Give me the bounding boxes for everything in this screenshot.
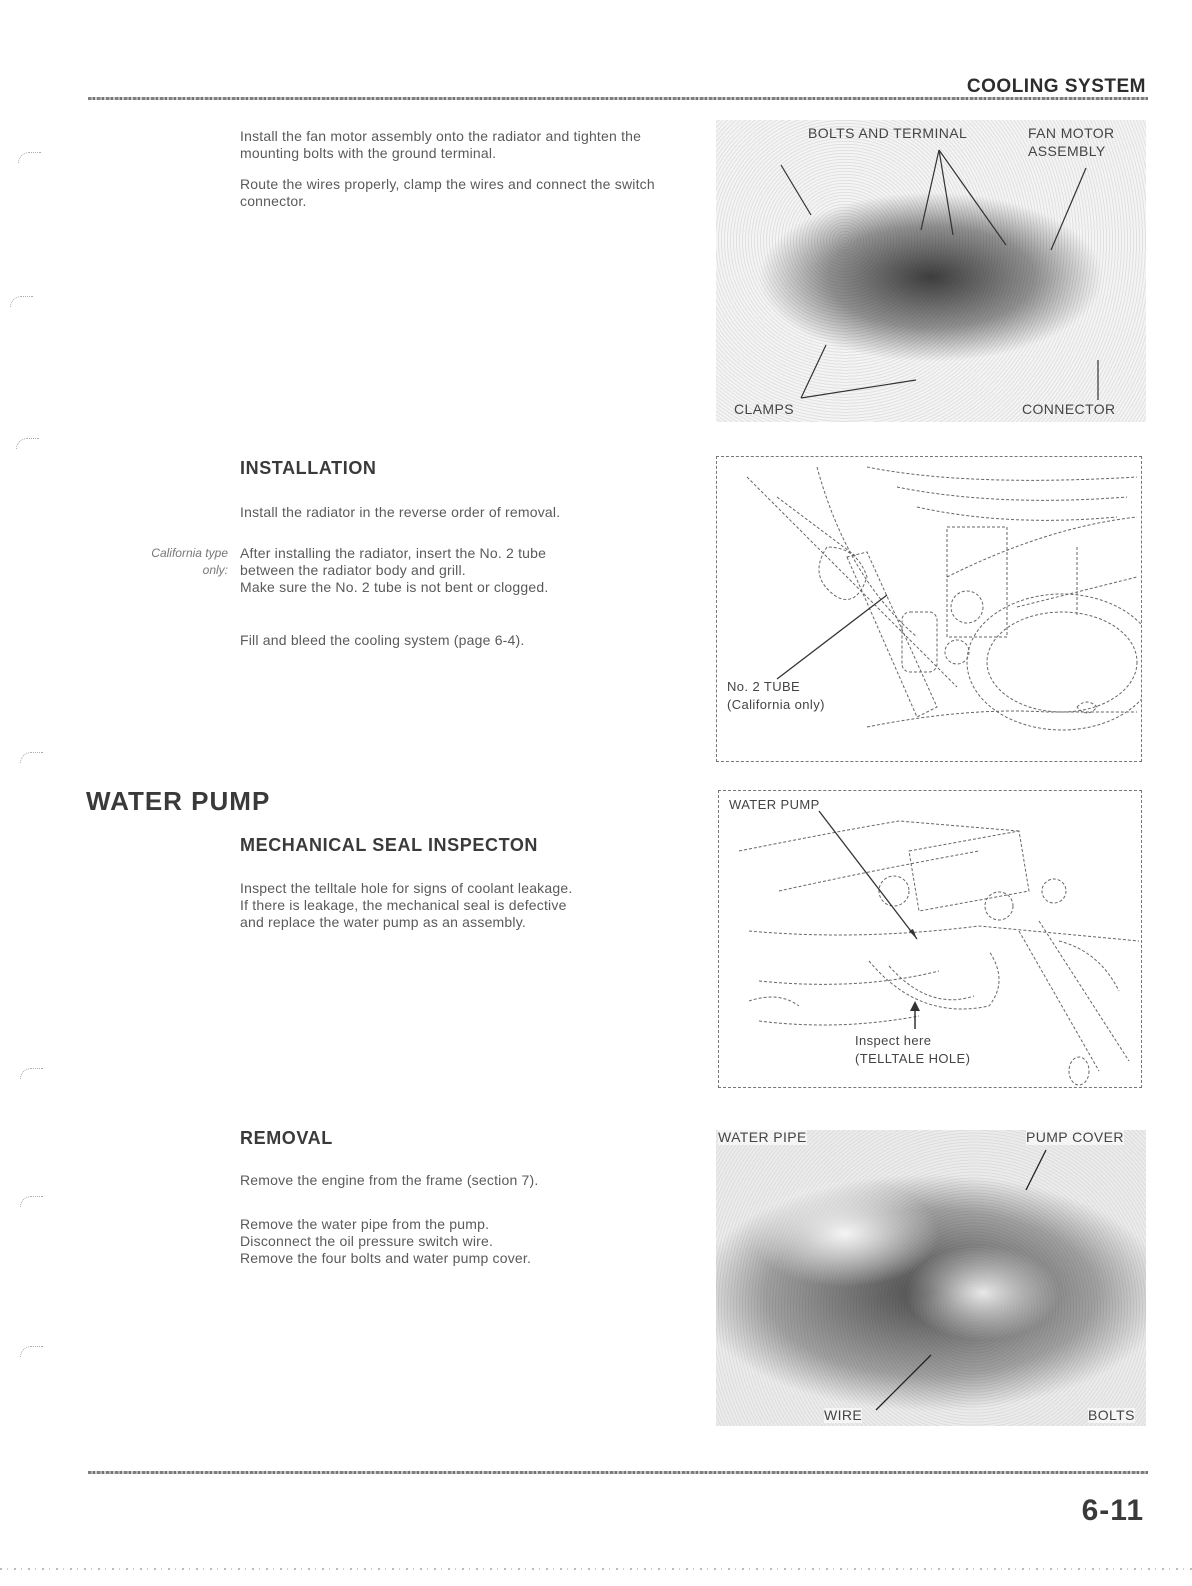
fan-motor-photo: [716, 120, 1146, 422]
footer-rule: [88, 1471, 1148, 1474]
label-clamps: CLAMPS: [734, 401, 794, 417]
seal-line-2: If there is leakage, the mechanical seal is defective: [240, 897, 567, 913]
margin-mark: [16, 438, 39, 449]
water-pump-removal-photo: [716, 1130, 1146, 1426]
label-water-pump: WATER PUMP: [729, 797, 820, 812]
seal-line-3: and replace the water pump as an assembly.: [240, 914, 526, 930]
removal-line-3: Remove the four bolts and water pump cover.: [240, 1250, 532, 1266]
california-instructions: [240, 545, 700, 596]
installation-step-1: Install the radiator in the reverse order of removal.: [240, 504, 561, 520]
page-number: 6-11: [1081, 1494, 1144, 1527]
no2-tube-drawing: [717, 457, 1142, 762]
label-bolts: BOLTS: [1088, 1407, 1135, 1423]
margin-mark: [10, 296, 33, 307]
water-pump-diagram: [718, 790, 1142, 1088]
fan-motor-text: [240, 128, 690, 224]
section-header-title: COOLING SYSTEM: [966, 76, 1146, 97]
label-connector: CONNECTOR: [1022, 401, 1116, 417]
removal-heading: REMOVAL: [240, 1128, 333, 1148]
no2-tube-diagram: [716, 456, 1142, 762]
removal-step-1: Remove the engine from the frame (section 7).: [240, 1172, 539, 1188]
seal-line-1: Inspect the telltale hole for signs of coolant leakage.: [240, 880, 573, 896]
label-wire: WIRE: [824, 1407, 863, 1423]
margin-mark: [20, 1068, 43, 1079]
california-side-note: [100, 545, 228, 579]
fan-motor-leader-lines: [716, 120, 1146, 422]
removal-leader-lines: [716, 1130, 1146, 1426]
label-water-pipe: WATER PIPE: [718, 1130, 807, 1145]
seal-inspection-text: [240, 880, 710, 931]
header-rule: [88, 97, 1148, 100]
fan-motor-paragraph-1: Install the fan motor assembly onto the radiator and tighten the mounting bolts with the ground terminal.: [240, 128, 642, 161]
removal-steps: [240, 1216, 700, 1267]
label-fan-motor-assembly-1: FAN MOTOR: [1028, 125, 1115, 141]
margin-mark: [20, 1346, 43, 1357]
label-no2-tube: No. 2 TUBE: [727, 679, 801, 694]
label-telltale-hole: (TELLTALE HOLE): [855, 1051, 971, 1066]
removal-line-2: Disconnect the oil pressure switch wire.: [240, 1233, 494, 1249]
california-line-3: Make sure the No. 2 tube is not bent or clogged.: [240, 579, 549, 595]
seal-inspection-heading: MECHANICAL SEAL INSPECTON: [240, 835, 539, 855]
california-line-1: After installing the radiator, insert the No. 2 tube: [240, 545, 547, 561]
margin-mark: [20, 752, 43, 763]
california-line-2: between the radiator body and grill.: [240, 562, 466, 578]
label-fan-motor-assembly-2: ASSEMBLY: [1028, 143, 1106, 159]
label-pump-cover: PUMP COVER: [1026, 1130, 1124, 1145]
side-note-line-1: California type: [151, 546, 228, 560]
scan-edge-noise: [0, 1568, 1192, 1570]
margin-mark: [18, 152, 41, 163]
margin-mark: [20, 1196, 43, 1207]
label-bolts-and-terminal: BOLTS AND TERMINAL: [808, 125, 968, 141]
side-note-line-2: only:: [202, 563, 228, 577]
fan-motor-paragraph-2: Route the wires properly, clamp the wires and connect the switch connector.: [240, 176, 655, 209]
water-pump-title: WATER PUMP: [86, 786, 271, 816]
label-inspect-here: Inspect here: [855, 1033, 932, 1048]
installation-heading: INSTALLATION: [240, 458, 377, 478]
label-california-only: (California only): [727, 697, 825, 712]
removal-line-1: Remove the water pipe from the pump.: [240, 1216, 490, 1232]
installation-step-3: Fill and bleed the cooling system (page 6-4).: [240, 632, 525, 648]
